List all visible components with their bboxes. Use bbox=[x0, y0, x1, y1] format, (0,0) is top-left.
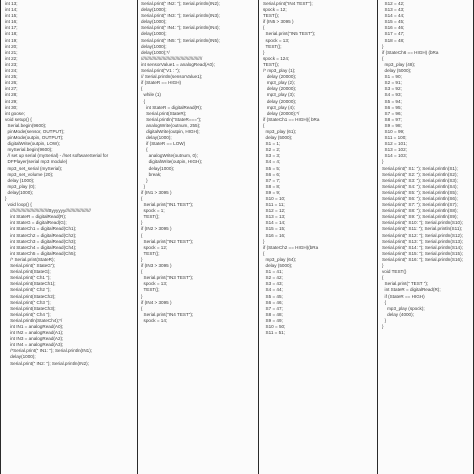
code-lines bbox=[1, 0, 137, 367]
code-line: mp3_set_volume (20); bbox=[5, 171, 54, 177]
code-line: int goose; bbox=[5, 110, 25, 116]
code-line: int StateCh1 = digitalRead(Ch1); bbox=[5, 226, 77, 232]
code-line: S1 = 1; bbox=[263, 141, 281, 147]
code-line: Serial.print(" S3: "); Serial.println(S3); bbox=[382, 177, 458, 183]
code-line: int StateCh5 = digitalRead(Ch5); bbox=[5, 250, 77, 256]
code-line: if (StateR == HIGH) bbox=[141, 80, 182, 86]
code-line: int IN4 = analogRead(A3); bbox=[5, 342, 64, 348]
code-line: S12 = 42; bbox=[382, 1, 405, 6]
code-line: delay(1000);*/ bbox=[141, 49, 170, 55]
code-line: int 20; bbox=[5, 43, 18, 49]
code-line: mp3_play (64); bbox=[263, 256, 297, 262]
code-column-2 bbox=[137, 0, 259, 474]
code-line: pinMode(outpin, OUTPUT); bbox=[5, 135, 64, 141]
code-line: S7 = 96; bbox=[382, 110, 402, 116]
code-column-3 bbox=[259, 0, 378, 474]
code-line: digitalWrite(outpin, HIGH); bbox=[141, 159, 203, 165]
code-line: spock = 1; bbox=[141, 208, 165, 214]
code-line: S4 = 44; bbox=[263, 287, 283, 293]
code-line: Serial.print(StateCh3); bbox=[5, 305, 56, 311]
code-line: int 28; bbox=[5, 92, 18, 98]
code-line: mp3_play (0); bbox=[5, 183, 36, 189]
code-line: //////////////////////////////////////////////// bbox=[141, 55, 203, 61]
code-line: S15 = 45; bbox=[382, 19, 405, 25]
code-line: Serial.print(" IN2: "); Serial.println(IN2); bbox=[141, 1, 220, 6]
code-line: Serial.print(" S1: "); Serial.println(S1); bbox=[382, 165, 458, 171]
code-line: Serial.print(" Ch2 "); bbox=[5, 287, 51, 293]
code-line: { bbox=[263, 250, 265, 256]
code-line: Serial.print(" IN2: "); Serial.println(IN2); bbox=[5, 360, 89, 366]
code-line: analogWrite(outnum, 255); bbox=[141, 122, 201, 128]
code-line: S4 = 4; bbox=[263, 159, 281, 165]
code-line: TEST(); bbox=[263, 43, 282, 49]
code-line: int 13; bbox=[5, 1, 18, 6]
code-line: delay(1000); bbox=[141, 31, 167, 37]
code-line: S14 = 44; bbox=[382, 13, 405, 19]
code-line: } bbox=[382, 263, 384, 269]
code-line: { bbox=[382, 55, 384, 61]
code-line: int StateR = digitalRead(R); bbox=[382, 287, 441, 293]
code-line: S17 = 47; bbox=[382, 31, 405, 37]
code-line: S2 = 91; bbox=[382, 80, 402, 86]
code-line: { bbox=[263, 122, 265, 128]
code-line: { bbox=[382, 275, 384, 281]
code-line: { bbox=[141, 196, 143, 201]
code-line: // Serial.println(sensorValue1); bbox=[141, 74, 203, 80]
code-line: S16 = 16; bbox=[263, 232, 286, 238]
code-line: int 19; bbox=[5, 37, 18, 43]
code-line: int StateR = digitalRead(R); bbox=[141, 104, 203, 110]
code-line: int 30; bbox=[5, 104, 18, 110]
code-line: } bbox=[141, 293, 143, 299]
code-line: Serial.print(" Ch1 "); bbox=[5, 275, 51, 281]
code-line: delay (20000); bbox=[263, 86, 297, 92]
code-line: S6 = 46; bbox=[263, 299, 283, 305]
code-line: delay (1000); bbox=[5, 177, 35, 183]
code-line: S7 = 47; bbox=[263, 305, 283, 311]
code-line: int StateR = digitalRead(R); bbox=[5, 214, 67, 220]
code-line: TEST(); bbox=[141, 214, 160, 220]
code-line: delay(1000); bbox=[141, 165, 175, 171]
code-line: int 16; bbox=[5, 19, 18, 25]
code-line: int 29; bbox=[5, 98, 18, 104]
code-column-4 bbox=[378, 0, 474, 474]
code-line: Serial.print(" IN4: "); Serial.println(IN4); bbox=[141, 25, 220, 31]
code-line: S16 = 46; bbox=[382, 25, 405, 31]
code-line: if (StateR == LOW) bbox=[141, 141, 186, 147]
code-line: mp3_play (61); bbox=[263, 128, 297, 134]
code-line: } bbox=[382, 317, 387, 323]
code-line: int StateCh4 = digitalRead(Ch4); bbox=[5, 244, 77, 250]
code-line: break; bbox=[141, 171, 162, 177]
code-line: { bbox=[382, 299, 387, 305]
code-line: // set up serial (mySerial) - //set softwareSerial for bbox=[5, 153, 109, 159]
code-line: digitalWrite(outpin, HIGH); bbox=[141, 128, 200, 134]
code-line: Serial.print("IN5 TEST"); bbox=[263, 31, 316, 37]
code-line: DFPlayer(serial mp3 module) bbox=[5, 159, 68, 165]
code-line: S9 = 9; bbox=[263, 189, 281, 195]
code-line: Serial.print("IN3 TEST"); bbox=[141, 275, 194, 281]
code-line: S6 = 6; bbox=[263, 171, 281, 177]
code-line: Serial.print(" Ch3 "); bbox=[5, 299, 51, 305]
code-line: } bbox=[5, 196, 7, 201]
code-line: S6 = 95; bbox=[382, 104, 402, 110]
code-line: if (IN1 > 3095 ) bbox=[141, 189, 172, 195]
code-line: Serial.print(" IN3: "); Serial.println(IN3); bbox=[141, 13, 220, 19]
code-line: Serial.print(" S9: "); Serial.println(S9); bbox=[382, 214, 458, 220]
code-line: S3 = 43; bbox=[263, 281, 283, 287]
code-line: { bbox=[141, 147, 148, 153]
code-line: void loop() { bbox=[5, 202, 32, 208]
code-line: Serial.print(" TEST "); bbox=[382, 281, 429, 287]
code-line: mp3_play (48); bbox=[382, 61, 416, 67]
code-line: mp3_play (spock); bbox=[382, 305, 425, 311]
code-line: Serial.print(" S4: "); Serial.println(S4); bbox=[382, 183, 458, 189]
code-line: analogWrite(outnum, 0); bbox=[141, 153, 198, 159]
code-line: delay(1000); bbox=[141, 135, 172, 141]
code-line: S9 = 49; bbox=[263, 317, 283, 323]
code-line: } bbox=[141, 183, 146, 189]
code-line: delay(1000); bbox=[141, 19, 167, 25]
code-line: S12 = 101; bbox=[382, 141, 407, 147]
code-line: delay(1000); bbox=[141, 43, 167, 49]
code-line: int 22; bbox=[5, 55, 18, 61]
code-line: S5 = 45; bbox=[263, 293, 283, 299]
code-line: Serial.print(StateG); bbox=[5, 269, 51, 275]
code-line: Serial.print("IN1 TEST"); bbox=[141, 202, 194, 208]
code-line: S18 = 48; bbox=[382, 37, 405, 43]
code-line: delay (5000); bbox=[263, 263, 293, 269]
code-line: S3 = 3; bbox=[263, 153, 281, 159]
code-line: spock = 124; bbox=[263, 55, 290, 61]
code-line: while (1) bbox=[141, 92, 161, 98]
code-line: S2 = 42; bbox=[263, 275, 283, 281]
code-line: Serial.print(StateR); bbox=[141, 110, 187, 116]
code-line: int 23; bbox=[5, 61, 18, 67]
code-line: S9 = 98; bbox=[382, 122, 402, 128]
code-line: int 27; bbox=[5, 86, 18, 92]
code-line: Serial.begin(9600); bbox=[5, 122, 47, 128]
code-line: S5 = 5; bbox=[263, 165, 281, 171]
code-line: Serial.print(" S14: "); Serial.println(S14); bbox=[382, 244, 463, 250]
code-line: Serial.print(" S12: "); Serial.println(S12); bbox=[382, 232, 463, 238]
code-line: int IN3 = analogRead(A2); bbox=[5, 336, 64, 342]
code-line: /* mp3_play (1); bbox=[263, 68, 296, 74]
code-line: S13 = 13; bbox=[263, 214, 286, 220]
code-line: Serial.print("IN4 TEST"); bbox=[141, 311, 194, 317]
code-line: int 25; bbox=[5, 74, 18, 80]
code-lines bbox=[137, 0, 258, 324]
code-line: } bbox=[382, 323, 384, 329]
code-line: spock = 12; bbox=[263, 7, 287, 13]
code-line: if (IN5 > 3095 ) bbox=[263, 19, 294, 25]
code-line: int StateCh3 = digitalRead(Ch3); bbox=[5, 238, 77, 244]
code-line: S8 = 48; bbox=[263, 311, 283, 317]
code-line: delay (5000); bbox=[382, 68, 412, 74]
code-line: spock = 14; bbox=[141, 317, 168, 323]
code-line: } bbox=[141, 220, 143, 226]
code-line: S4 = 93; bbox=[382, 92, 402, 98]
code-line: S10 = 99; bbox=[382, 128, 405, 134]
code-line: Serial.print(" S7: "); Serial.println(S7); bbox=[382, 202, 458, 208]
code-line: spock = 13; bbox=[141, 281, 168, 287]
code-line: if (StateCh2 == HIGH)(bRa bbox=[263, 244, 319, 250]
code-line: int StateG = digitalRead(G); bbox=[5, 220, 67, 226]
code-line: int 26; bbox=[5, 80, 18, 86]
code-line: Serial.print(" Ch4 "); bbox=[5, 311, 51, 317]
code-line: Serial.print(StateCh2); bbox=[5, 293, 56, 299]
code-line: delay (20000); bbox=[263, 98, 297, 104]
code-lines bbox=[259, 0, 377, 336]
code-line: if (IN2 > 3095 ) bbox=[141, 226, 172, 232]
code-line: Serial.print(" S16: "); Serial.println(S16); bbox=[382, 256, 463, 262]
code-line: delay (20000);*/ bbox=[263, 110, 300, 116]
code-line: spock = 12; bbox=[141, 244, 168, 250]
code-line: if (IN4 > 3095 ) bbox=[141, 299, 172, 305]
code-line: S5 = 94; bbox=[382, 98, 402, 104]
code-line: S2 = 2; bbox=[263, 147, 281, 153]
code-line: Serial.print(" S13: "); Serial.println(S13); bbox=[382, 238, 463, 244]
code-line: S3 = 92; bbox=[382, 86, 402, 92]
code-line: if (StateCh1 == HIGH){ bRa bbox=[263, 116, 320, 122]
code-line: //////////////////////////////Byyyyyy//////////////////// bbox=[5, 208, 91, 214]
code-line: int 21; bbox=[5, 49, 18, 55]
code-line: Serial.print(" StateG"); bbox=[5, 263, 56, 269]
code-line: TEST(); bbox=[263, 61, 280, 67]
code-line: void TEST() bbox=[382, 269, 407, 275]
code-line: S10 = 50; bbox=[263, 323, 286, 329]
code-line: S11 = 11; bbox=[263, 202, 285, 208]
code-line: S11 = 51; bbox=[263, 330, 286, 336]
code-line: { bbox=[141, 86, 143, 92]
code-line: Serial.print(StateCh1); bbox=[5, 281, 56, 287]
code-line: { bbox=[141, 232, 143, 238]
code-line: pinMode(sensor, OUTPUT); bbox=[5, 128, 65, 134]
code-line: S1 = 41; bbox=[263, 269, 283, 275]
code-line: S14 = 103; bbox=[382, 153, 407, 159]
code-line: S7 = 7; bbox=[263, 177, 281, 183]
code-line: } bbox=[263, 238, 265, 244]
code-line: S13 = 43; bbox=[382, 7, 405, 13]
code-line: } bbox=[382, 159, 384, 165]
code-line: Serial.println(StateCh4);*/ bbox=[5, 317, 63, 323]
code-line: delay (4000); bbox=[382, 311, 414, 317]
code-line: Serial.println("StateR==="); bbox=[141, 116, 202, 122]
code-line: mp3_play (4); bbox=[263, 104, 295, 110]
code-line: Serial.print(" S2: "); Serial.println(S2); bbox=[382, 171, 458, 177]
code-line: { bbox=[141, 269, 143, 275]
code-line: int 18; bbox=[5, 31, 18, 37]
code-line: mp3_set_serial (mySerial); bbox=[5, 165, 63, 171]
code-line: mp3_play (2); bbox=[263, 80, 295, 86]
code-line: Serial.print("IN4 TEST"); bbox=[263, 1, 313, 6]
code-line: Serial.print(" S15: "); Serial.println(S15); bbox=[382, 250, 463, 256]
code-line: S8 = 97; bbox=[382, 116, 402, 122]
code-line: Serial.print(" S11: "); Serial.println(S11); bbox=[382, 226, 463, 232]
code-line: { bbox=[263, 25, 265, 31]
code-line: int 14; bbox=[5, 7, 18, 13]
code-line: S8 = 8; bbox=[263, 183, 281, 189]
code-line: int IN1 = analogRead(A0); bbox=[5, 323, 64, 329]
code-line: int 24; bbox=[5, 68, 18, 74]
code-line: mySerial.begin(9600); bbox=[5, 147, 53, 153]
code-line: TEST(); bbox=[141, 287, 160, 293]
code-line: S11 = 100; bbox=[382, 135, 407, 141]
code-line: digitalWrite(outpin, LOW); bbox=[5, 141, 61, 147]
code-column-1 bbox=[0, 0, 138, 474]
code-line: Serial.print(" S5: "); Serial.println(S5); bbox=[382, 189, 458, 195]
code-line: Serial.print(" S8: "); Serial.println(S8); bbox=[382, 208, 458, 214]
code-line: S10 = 10; bbox=[263, 196, 286, 201]
code-line: if (StateCh6 == HIGH) (bRa bbox=[382, 49, 439, 55]
code-line: /*Serial.print(" IN1: "); Serial.println(IN1); bbox=[5, 348, 92, 354]
code-line: S12 = 12; bbox=[263, 208, 286, 214]
code-line: S13 = 102; bbox=[382, 147, 407, 153]
code-line: spock = 13; bbox=[263, 37, 290, 43]
code-line: if (IN3 > 3095 ) bbox=[141, 263, 172, 269]
code-line: TEST(); bbox=[141, 250, 160, 256]
code-line: if (StateR == HIGH) bbox=[382, 293, 425, 299]
code-line: delay(1000); bbox=[5, 354, 36, 360]
code-line: delay(1000); bbox=[141, 7, 167, 13]
code-line: Serial.print("V1 : "); bbox=[141, 68, 181, 74]
code-line: int 17; bbox=[5, 25, 18, 31]
code-line: delay(1000); bbox=[5, 189, 34, 195]
code-line: int StateCh2 = digitalRead(Ch2); bbox=[5, 232, 77, 238]
code-line: S1 = 90; bbox=[382, 74, 402, 80]
code-line: { bbox=[141, 305, 143, 311]
code-lines bbox=[378, 0, 473, 330]
code-line: void setup() { bbox=[5, 116, 32, 122]
code-line: int 15; bbox=[5, 13, 18, 19]
code-line: } bbox=[141, 256, 143, 262]
code-line: S14 = 14; bbox=[263, 220, 286, 226]
code-line: delay (5000); bbox=[263, 135, 293, 141]
code-line: mp3_play (3); bbox=[263, 92, 295, 98]
code-line: int sensorValue1 = analogRead(A0); bbox=[141, 61, 215, 67]
code-line: Serial.print(" IN5: "); Serial.println(IN5); bbox=[141, 37, 220, 43]
code-line: } bbox=[141, 177, 148, 183]
code-line: Serial.print("IN2 TEST"); bbox=[141, 238, 194, 244]
code-line: delay (20000); bbox=[263, 74, 297, 80]
code-line: } bbox=[382, 43, 384, 49]
code-line: } bbox=[263, 49, 265, 55]
code-line: Serial.print(" S10: "); Serial.println(S10); bbox=[382, 220, 463, 226]
code-line: S15 = 15; bbox=[263, 226, 286, 232]
code-line: /* Serial.print(StateR); bbox=[5, 256, 55, 262]
code-line: Serial.print(" S6: "); Serial.println(S6); bbox=[382, 196, 458, 201]
code-line: int IN2 = analogRead(A1); bbox=[5, 330, 64, 336]
code-line: TEST(); bbox=[263, 13, 280, 19]
code-line: { bbox=[141, 98, 146, 104]
